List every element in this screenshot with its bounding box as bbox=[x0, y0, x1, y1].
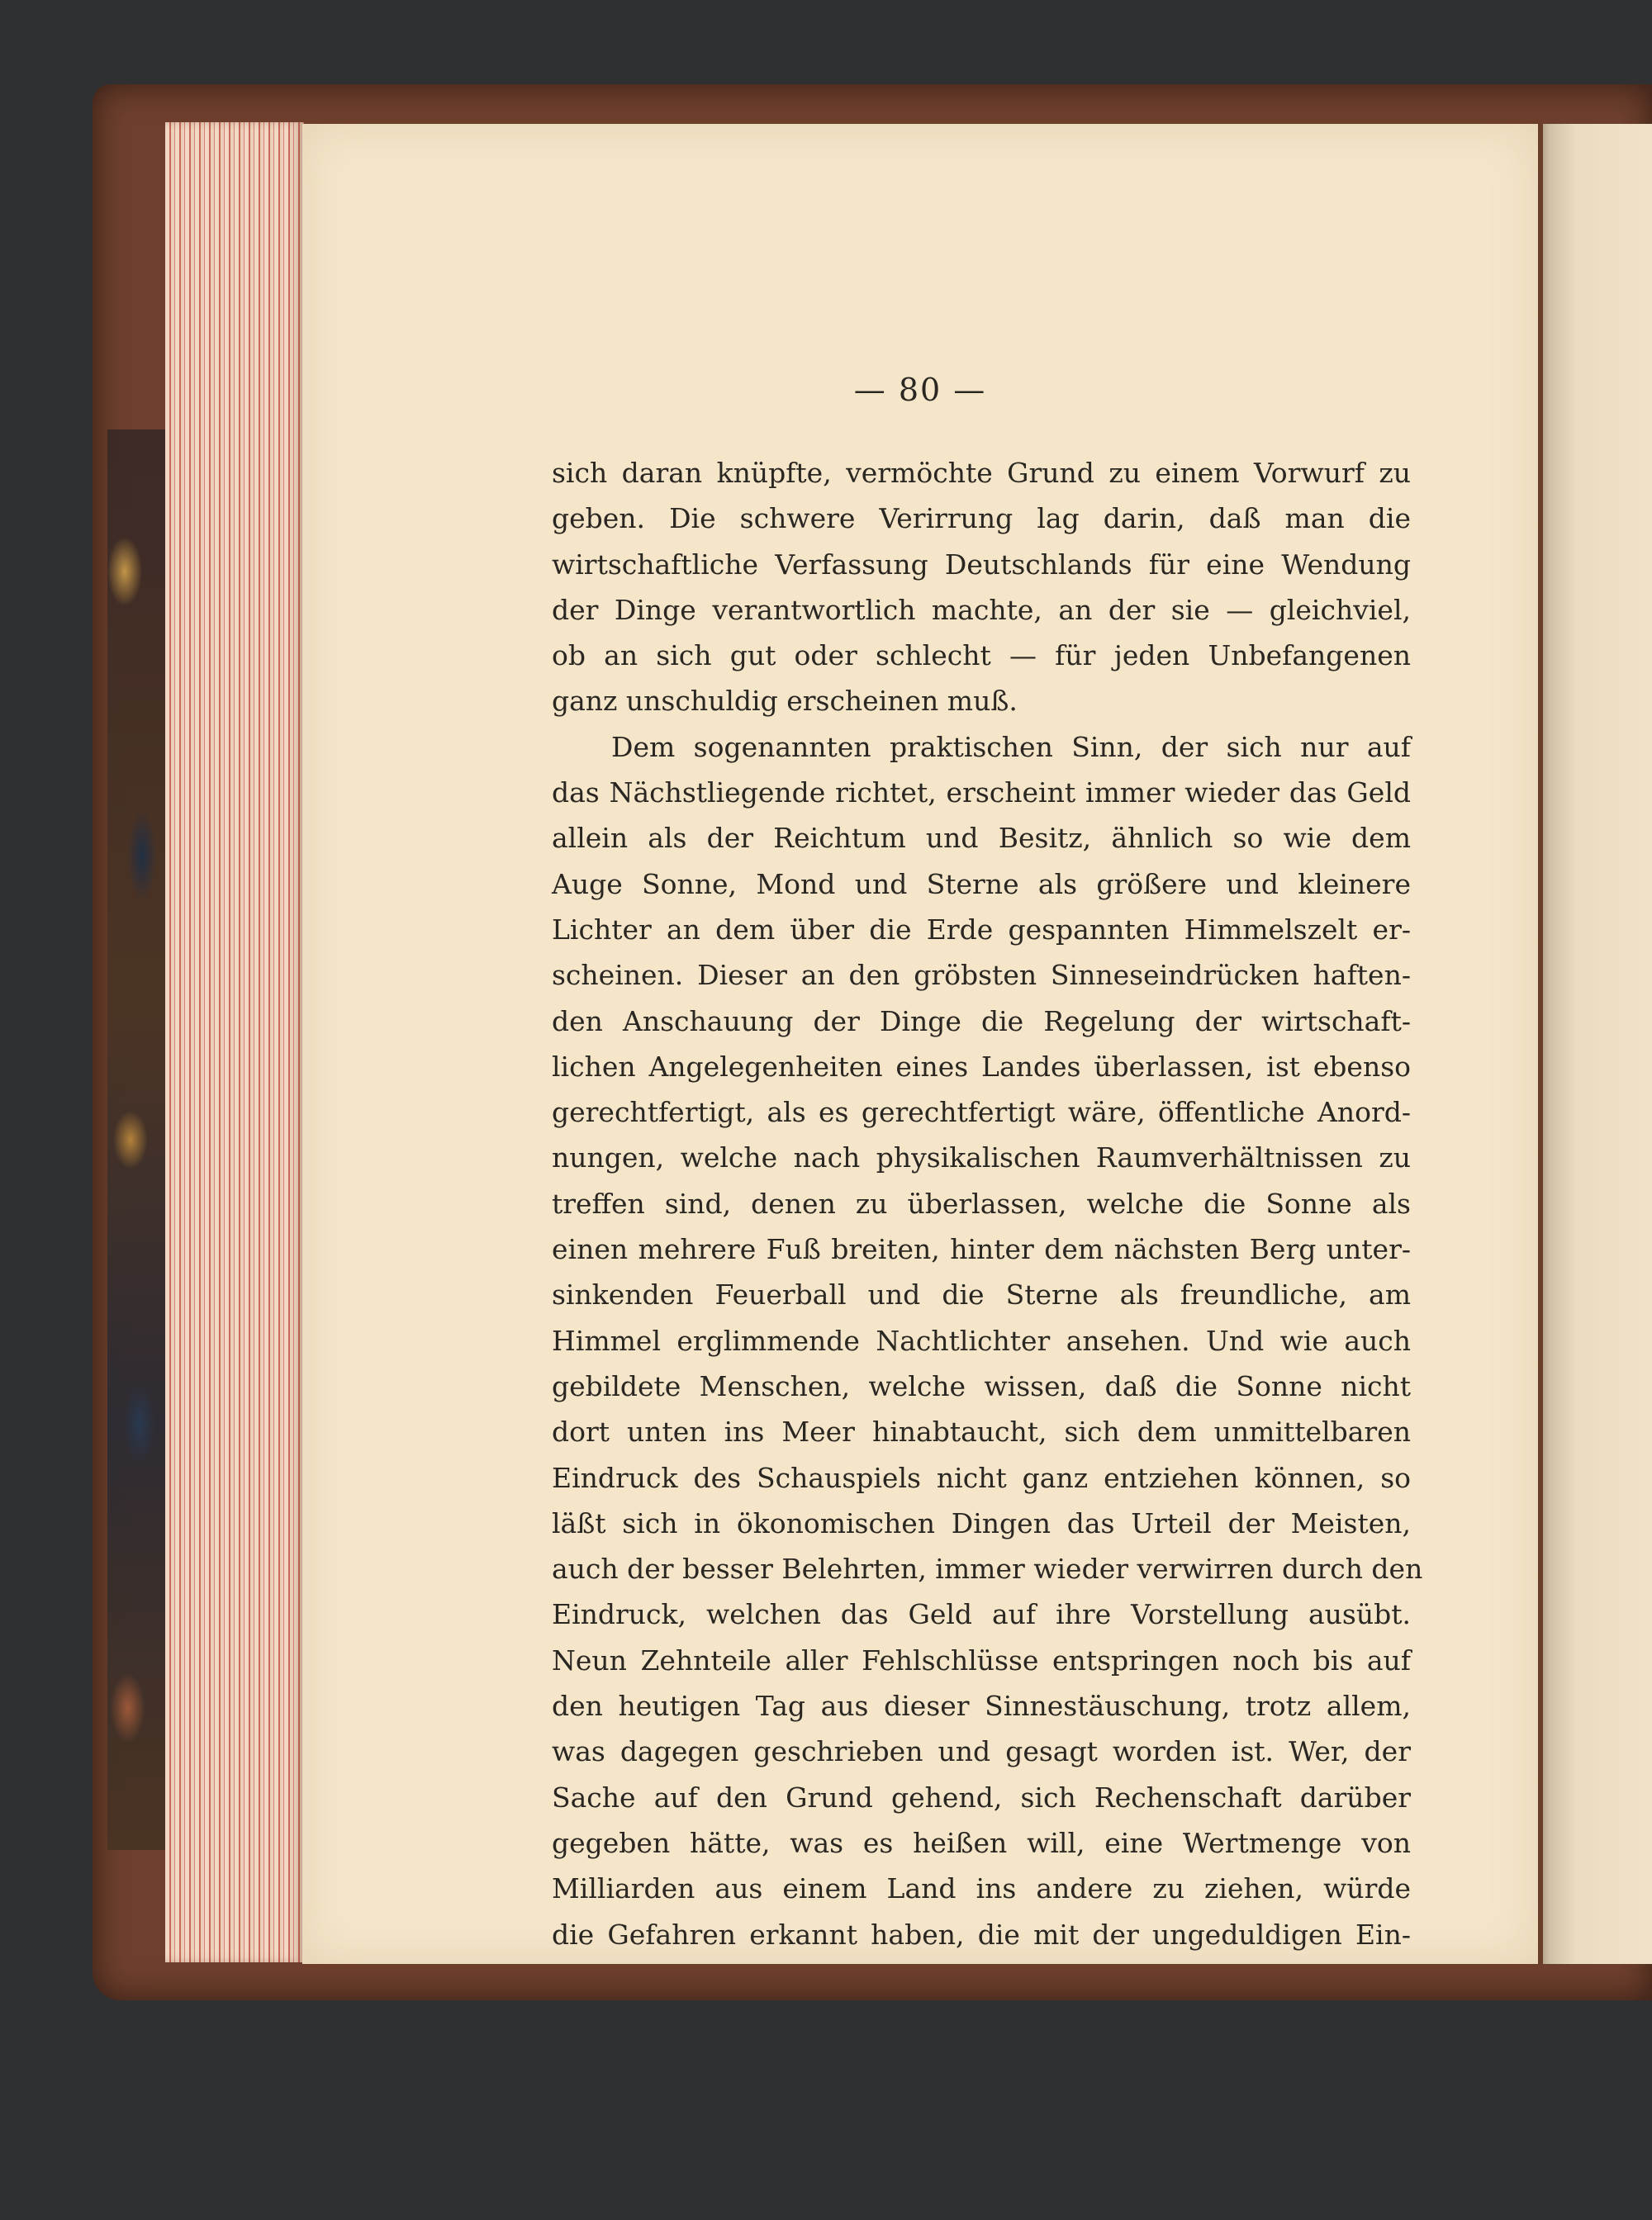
text-line: ob an sich gut oder schlecht — für jeden Unbefangenen bbox=[552, 639, 1411, 672]
text-line: der Dinge verantwortlich machte, an der sie — gleichviel, bbox=[552, 593, 1411, 626]
book-page bbox=[302, 124, 1538, 1964]
text-line: die Gefahren erkannt haben, die mit der ungeduldigen Ein- bbox=[552, 1918, 1411, 1951]
text-line: den Anschauung der Dinge die Regelung der wirtschaft- bbox=[552, 1004, 1411, 1037]
text-line: Auge Sonne, Mond und Sterne als größere und kleinere bbox=[552, 867, 1411, 900]
text-line: gegeben hätte, was es heißen will, eine Wertmenge von bbox=[552, 1826, 1411, 1859]
text-line: Himmel erglimmende Nachtlichter ansehen. Und wie auch bbox=[552, 1324, 1411, 1357]
text-line: sinkenden Feuerball und die Sterne als freundliche, am bbox=[552, 1278, 1411, 1312]
text-line: gerechtfertigt, als es gerechtfertigt wäre, öffentliche Anord- bbox=[552, 1096, 1411, 1129]
text-line: dort unten ins Meer hinabtaucht, sich dem unmittelbaren bbox=[552, 1416, 1411, 1449]
text-line: läßt sich in ökonomischen Dingen das Urteil der Meisten, bbox=[552, 1506, 1411, 1539]
text-line: Dem sogenannten praktischen Sinn, der sich nur auf bbox=[611, 730, 1411, 763]
text-line: allein als der Reichtum und Besitz, ähnlich so wie dem bbox=[552, 822, 1411, 855]
text-line: treffen sind, denen zu überlassen, welche die Sonne als bbox=[552, 1187, 1411, 1220]
text-line: ganz unschuldig erscheinen muß. bbox=[552, 685, 1018, 718]
text-line: scheinen. Dieser an den gröbsten Sinneseindrücken haften- bbox=[552, 959, 1411, 992]
text-line: nungen, welche nach physikalischen Raumverhältnissen zu bbox=[552, 1141, 1411, 1174]
marbled-endpaper bbox=[107, 429, 165, 1850]
text-line: wirtschaftliche Verfassung Deutschlands für eine Wendung bbox=[552, 548, 1411, 581]
text-line: gebildete Menschen, welche wissen, daß die Sonne nicht bbox=[552, 1369, 1411, 1402]
text-line: Milliarden aus einem Land ins andere zu ziehen, würde bbox=[552, 1872, 1411, 1905]
page-text bbox=[552, 450, 1423, 1957]
page-number: — 80 — bbox=[853, 372, 987, 408]
text-line: geben. Die schwere Verirrung lag darin, daß man die bbox=[552, 502, 1411, 535]
text-line: Sache auf den Grund gehend, sich Rechenschaft darüber bbox=[552, 1781, 1411, 1814]
text-line: Neun Zehnteile aller Fehlschlüsse entspringen noch bis auf bbox=[552, 1644, 1411, 1677]
text-line: Lichter an dem über die Erde gespannten Himmelszelt er- bbox=[552, 913, 1411, 946]
text-line: Eindruck, welchen das Geld auf ihre Vorstellung ausübt. bbox=[552, 1598, 1411, 1631]
text-line: sich daran knüpfte, vermöchte Grund zu einem Vorwurf zu bbox=[552, 457, 1411, 489]
text-line: das Nächstliegende richtet, erscheint immer wieder das Geld bbox=[552, 776, 1411, 809]
facing-page-edge bbox=[1543, 124, 1652, 1964]
text-line: was dagegen geschrieben und gesagt worden ist. Wer, der bbox=[552, 1735, 1411, 1768]
text-line: auch der besser Belehrten, immer wieder verwirren durch den bbox=[552, 1553, 1423, 1586]
text-line: Eindruck des Schauspiels nicht ganz entziehen können, so bbox=[552, 1461, 1411, 1494]
text-line: den heutigen Tag aus dieser Sinnestäuschung, trotz allem, bbox=[552, 1690, 1411, 1723]
text-line: lichen Angelegenheiten eines Landes überlassen, ist ebenso bbox=[552, 1050, 1411, 1083]
page-edges bbox=[165, 122, 304, 1962]
text-line: einen mehrere Fuß breiten, hinter dem nächsten Berg unter- bbox=[552, 1233, 1411, 1266]
